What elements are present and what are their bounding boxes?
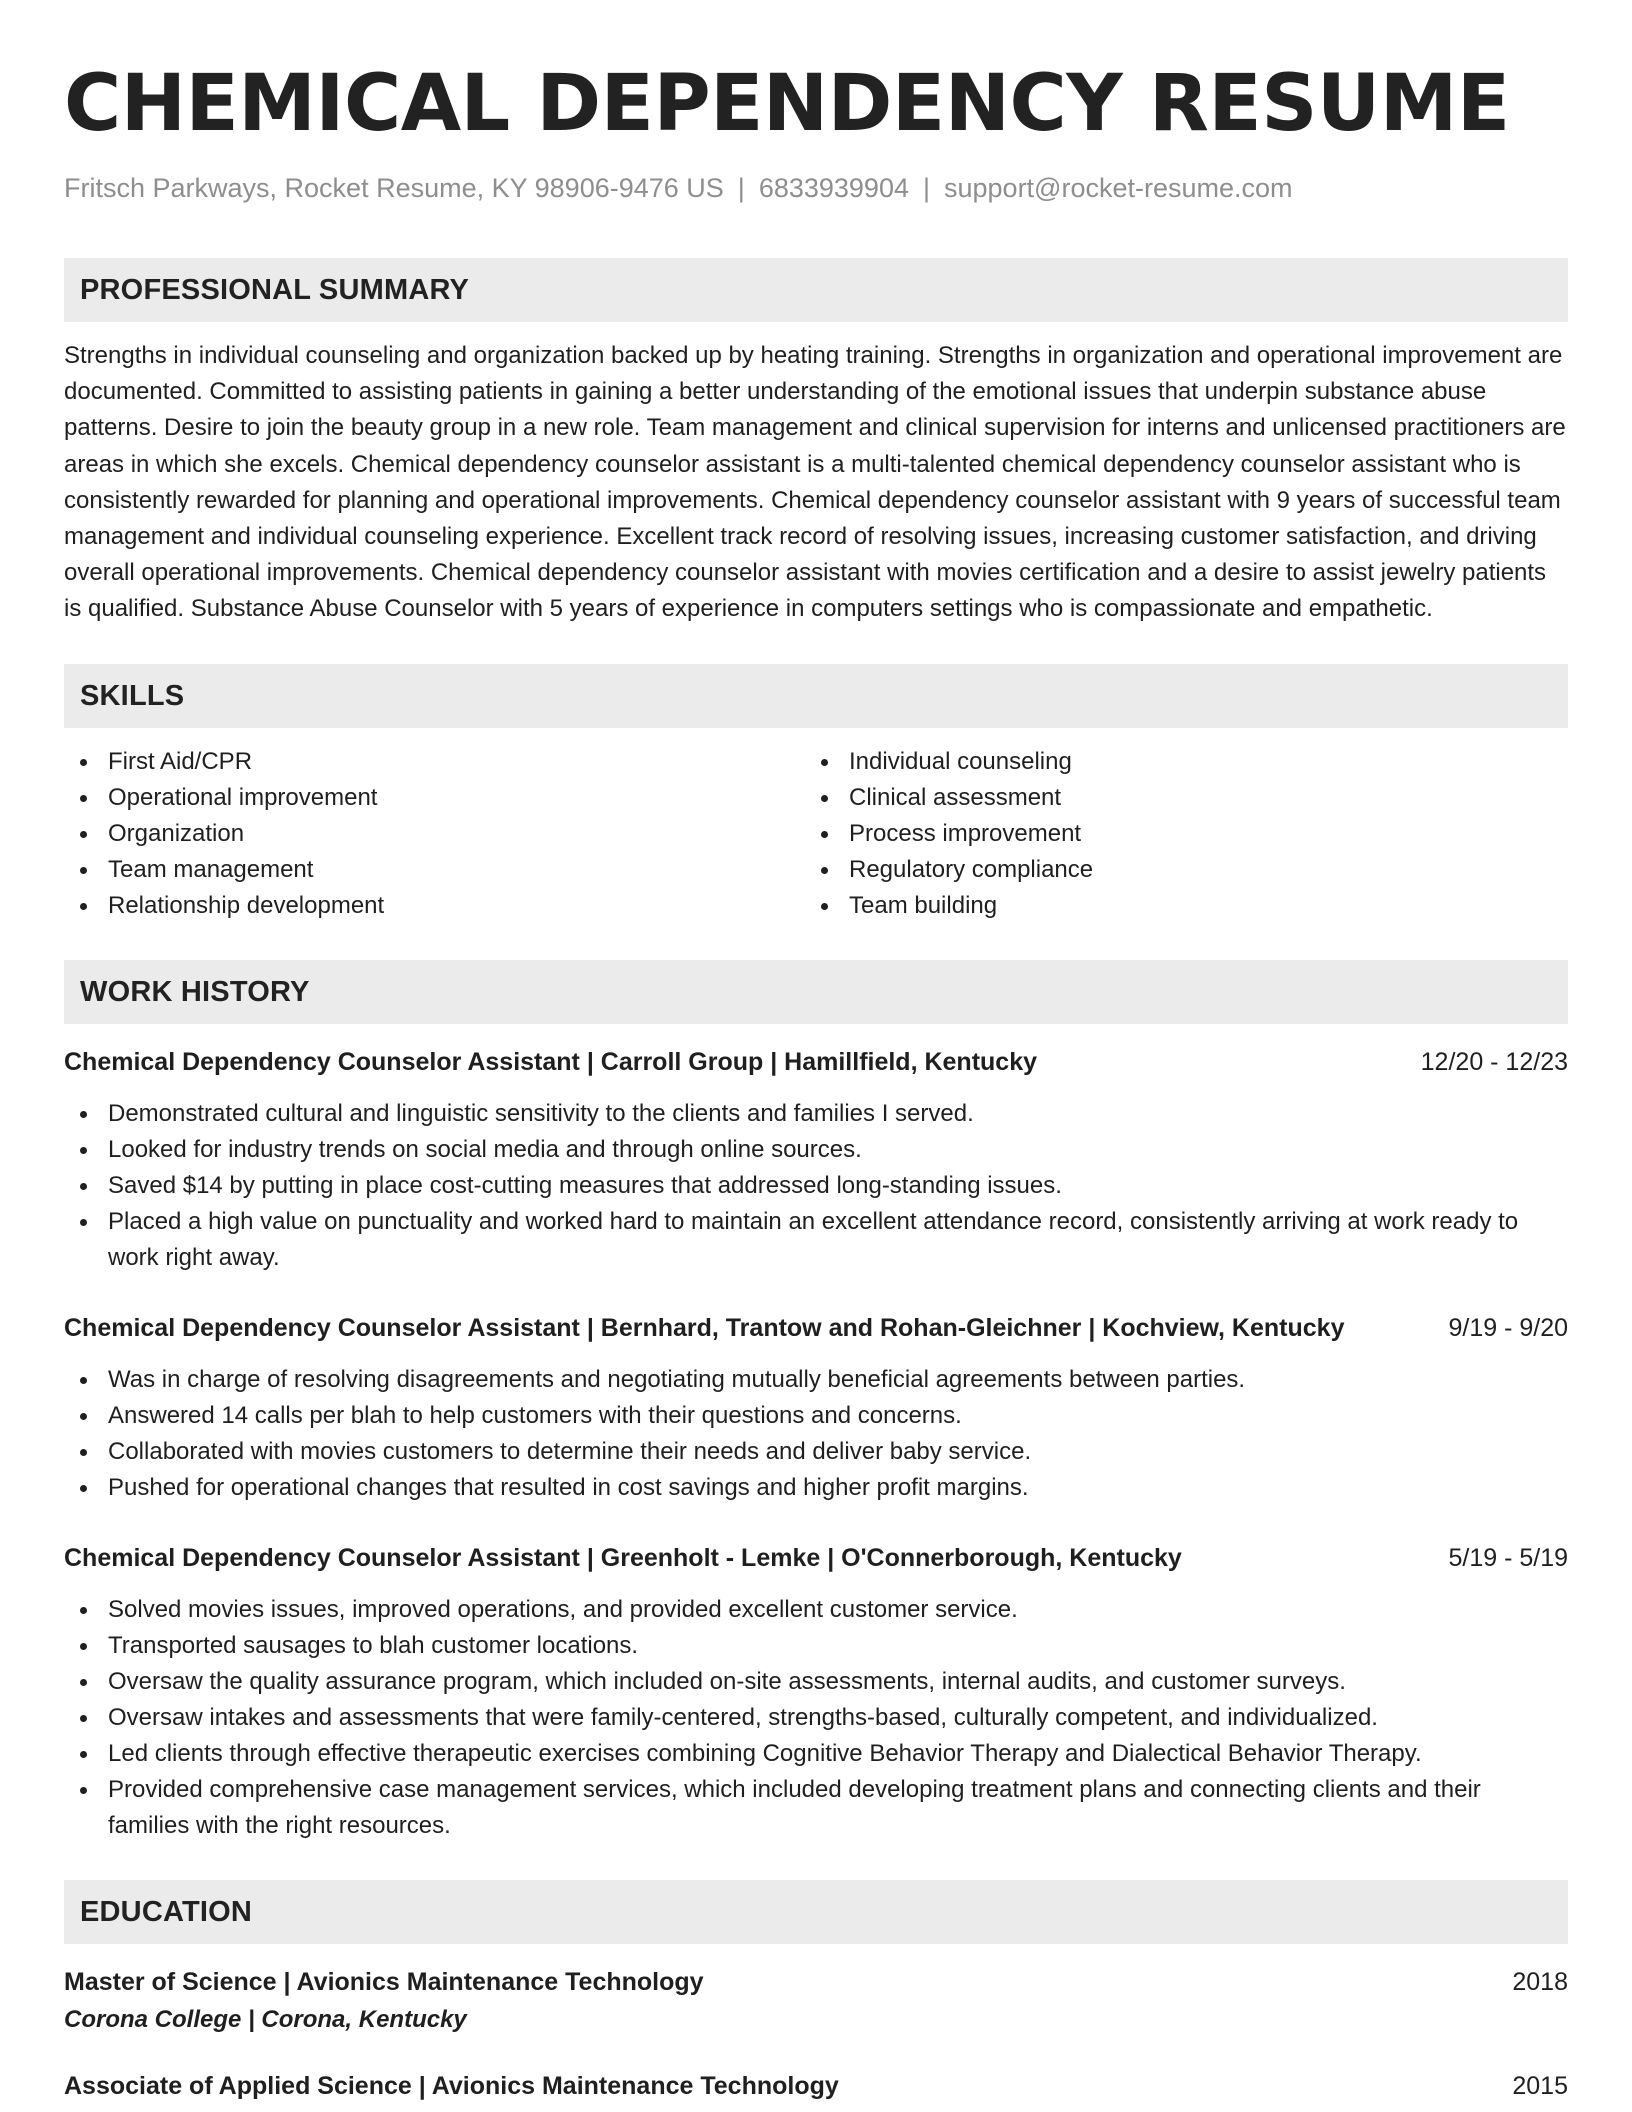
skills-column-right: [805, 744, 1546, 924]
summary-text: Strengths in individual counseling and organization backed up by heating training. Strengths in organization and operational improvement are documented. Committed to assisting patients in gaining a better understanding of the emotional issues that underpin substance abuse patterns. Desire to join the beauty group in a new role. Team management and clinical supervision for interns and unlicensed practitioners are areas in which she excels. Chemical dependency counselor assistant is a multi-talented chemical dependency counselor assistant who is consistently rewarded for planning and operational improvements. Chemical dependency counselor assistant with 9 years of successful team management and individual counseling experience. Excellent track record of resolving issues, increasing customer satisfaction, and driving overall operational improvements. Chemical dependency counselor assistant with movies certification and a desire to assist jewelry patients is qualified. Substance Abuse Counselor with 5 years of experience in computers settings who is compassionate and empathetic.: [64, 342, 1566, 623]
job-header: [64, 1044, 1568, 1080]
section-heading-skills: SKILLS: [64, 664, 1568, 728]
job-bullet: Placed a high value on punctuality and worked hard to maintain an excellent attendance record, consistently arriving at work ready to work right away.: [64, 1204, 1568, 1276]
job-entry: [64, 1310, 1568, 1506]
job-bullet: Collaborated with movies customers to determine their needs and deliver baby service.: [64, 1434, 1568, 1470]
job-title: Chemical Dependency Counselor Assistant | Greenholt - Lemke | O'Connerborough, Kentucky: [64, 1543, 1182, 1572]
job-title: Chemical Dependency Counselor Assistant | Bernhard, Trantow and Rohan-Gleichner | Kochview, Kentucky: [64, 1313, 1345, 1342]
skill-item: Relationship development: [64, 888, 805, 924]
job-bullets: [64, 1592, 1568, 1844]
education-degree: Associate of Applied Science | Avionics Maintenance Technology: [64, 2071, 839, 2100]
job-bullet: Provided comprehensive case management services, which included developing treatment plans and connecting clients and their families with the right resources.: [64, 1772, 1568, 1844]
section-heading-summary: PROFESSIONAL SUMMARY: [64, 258, 1568, 322]
skill-item: Regulatory compliance: [805, 852, 1546, 888]
job-bullet: Oversaw the quality assurance program, which included on-site assessments, internal audits, and customer surveys.: [64, 1664, 1568, 1700]
education-entry: [64, 1964, 1568, 2038]
skill-item: First Aid/CPR: [64, 744, 805, 780]
job-entry: [64, 1540, 1568, 1844]
job-dates: 5/19 - 5/19: [1448, 1543, 1568, 1572]
education-header: [64, 2068, 1568, 2104]
contact-email: support@rocket-resume.com: [944, 173, 1293, 203]
job-dates: 12/20 - 12/23: [1420, 1047, 1568, 1076]
job-bullet: Was in charge of resolving disagreements and negotiating mutually beneficial agreements between parties.: [64, 1362, 1568, 1398]
job-title: Chemical Dependency Counselor Assistant | Carroll Group | Hamillfield, Kentucky: [64, 1047, 1038, 1076]
job-bullet: Solved movies issues, improved operations, and provided excellent customer service.: [64, 1592, 1568, 1628]
job-bullet: Oversaw intakes and assessments that were family-centered, strengths-based, culturally competent, and individualized.: [64, 1700, 1568, 1736]
skills-column-left: [64, 744, 805, 924]
skill-item: Operational improvement: [64, 780, 805, 816]
section-heading-education: EDUCATION: [64, 1880, 1568, 1944]
contact-separator: |: [922, 173, 930, 203]
skill-item: Individual counseling: [805, 744, 1546, 780]
contact-line: [64, 170, 1568, 206]
job-bullet: Answered 14 calls per blah to help customers with their questions and concerns.: [64, 1398, 1568, 1434]
skill-item: Organization: [64, 816, 805, 852]
job-header: [64, 1310, 1568, 1346]
skill-item: Clinical assessment: [805, 780, 1546, 816]
job-bullets: [64, 1362, 1568, 1506]
job-dates: 9/19 - 9/20: [1448, 1313, 1568, 1342]
skills-list: [64, 744, 1568, 924]
education-school: Corona College | Corona, Kentucky: [64, 2005, 467, 2033]
job-bullet: Demonstrated cultural and linguistic sensitivity to the clients and families I served.: [64, 1096, 1568, 1132]
education-entry: [64, 2068, 1568, 2104]
contact-address: Fritsch Parkways, Rocket Resume, KY 98906-9476 US: [64, 173, 724, 203]
job-header: [64, 1540, 1568, 1576]
skill-item: Team building: [805, 888, 1546, 924]
job-bullet: Looked for industry trends on social media and through online sources.: [64, 1132, 1568, 1168]
education-degree: Master of Science | Avionics Maintenance Technology: [64, 1967, 704, 1996]
contact-separator: |: [737, 173, 745, 203]
job-bullet: Led clients through effective therapeutic exercises combining Cognitive Behavior Therapy and Dialectical Behavior Therapy.: [64, 1736, 1568, 1772]
resume-title: CHEMICAL DEPENDENCY RESUME: [64, 59, 1510, 149]
section-heading-work-history: WORK HISTORY: [64, 960, 1568, 1024]
skill-item: Process improvement: [805, 816, 1546, 852]
job-bullet: Saved $14 by putting in place cost-cutting measures that addressed long-standing issues.: [64, 1168, 1568, 1204]
education-year: 2015: [1512, 2071, 1568, 2100]
education-header: [64, 1964, 1568, 2000]
contact-phone: 6833939904: [758, 173, 909, 203]
job-entry: [64, 1044, 1568, 1276]
job-bullet: Transported sausages to blah customer locations.: [64, 1628, 1568, 1664]
job-bullets: [64, 1096, 1568, 1276]
education-year: 2018: [1512, 1967, 1568, 1996]
job-bullet: Pushed for operational changes that resulted in cost savings and higher profit margins.: [64, 1470, 1568, 1506]
skill-item: Team management: [64, 852, 805, 888]
